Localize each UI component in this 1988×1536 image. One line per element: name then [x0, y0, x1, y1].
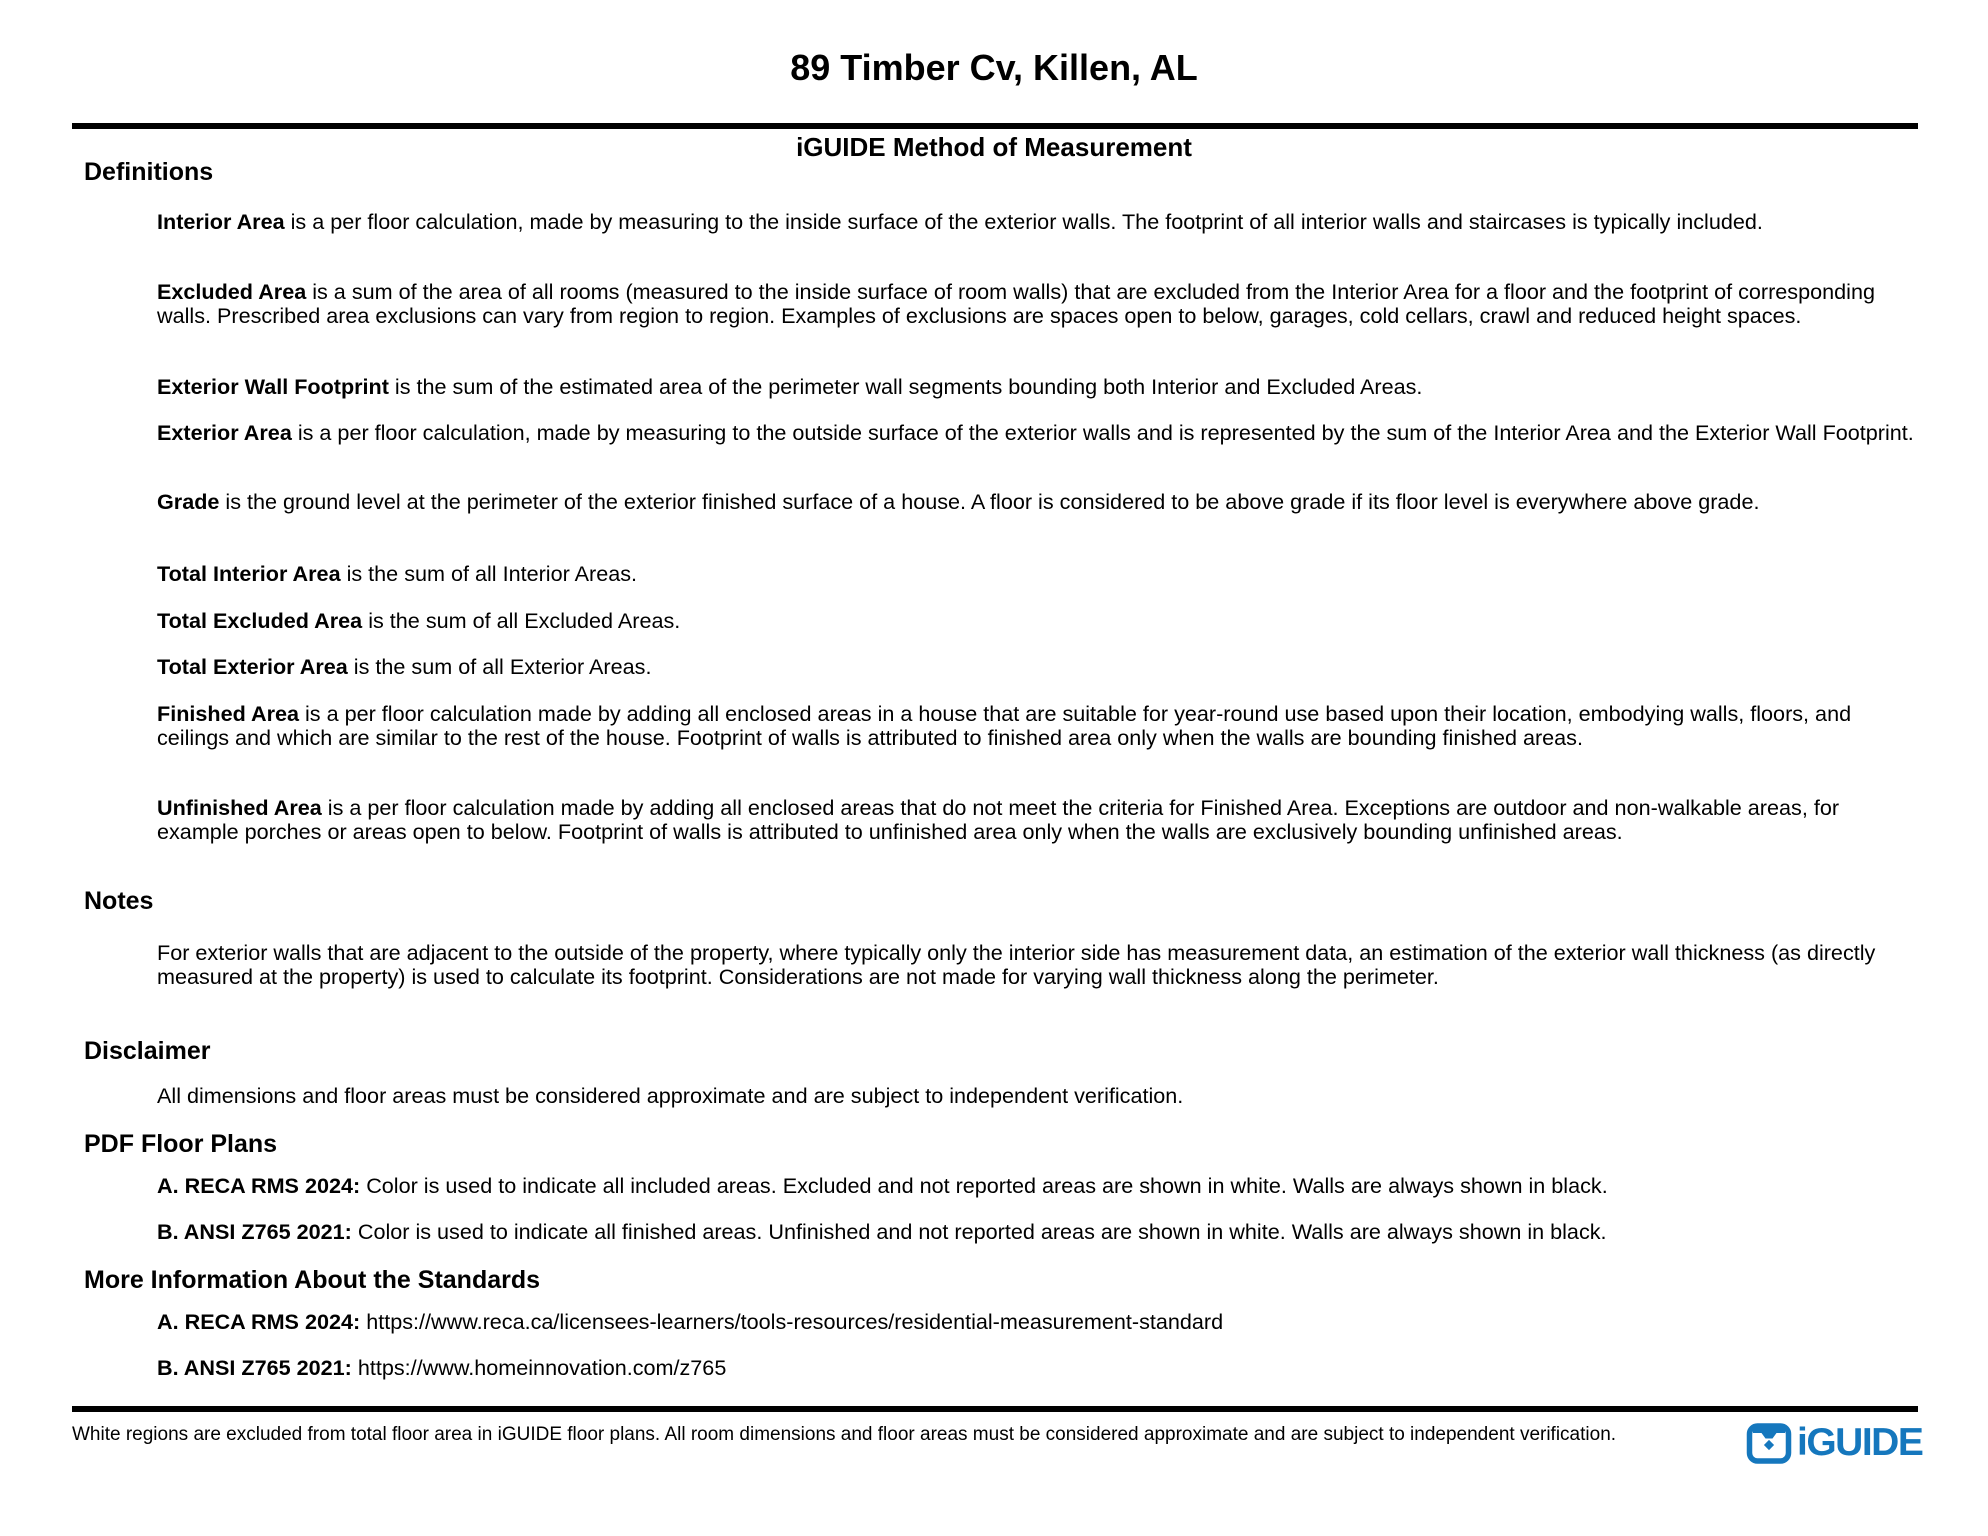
standard-url: https://www.homeinnovation.com/z765 [351, 1355, 727, 1380]
definition-total-interior-area [157, 562, 1923, 586]
iguide-camera-icon [1746, 1420, 1792, 1466]
more-info-item-ansi [157, 1356, 1923, 1380]
section-heading-notes: Notes [84, 887, 154, 915]
iguide-logo [1746, 1420, 1922, 1466]
page-title: 89 Timber Cv, Killen, AL [790, 47, 1198, 88]
section-heading-more-information: More Information About the Standards [84, 1266, 541, 1294]
definition-text: is the sum of all Excluded Areas. [362, 608, 681, 633]
pdf-floor-plans-item-ansi [157, 1220, 1923, 1244]
definition-term: Exterior Wall Footprint [157, 374, 389, 399]
pdf-floor-plans-item-reca [157, 1174, 1923, 1198]
definition-term: Interior Area [157, 209, 285, 234]
definition-text: is a per floor calculation, made by measuring to the outside surface of the exterior walls and is represented by the sum of the Interior Area and the Exterior Wall Footprint. [291, 420, 1914, 445]
definition-interior-area [157, 210, 1923, 234]
definition-exterior-wall-footprint [157, 375, 1923, 399]
definition-text: is the sum of all Exterior Areas. [347, 654, 652, 679]
definition-term: Total Excluded Area [157, 608, 363, 633]
standard-url: https://www.reca.ca/licensees-learners/tools-resources/residential-measurement-standard [360, 1309, 1224, 1334]
definition-finished-area [157, 702, 1923, 750]
definition-excluded-area [157, 280, 1923, 328]
standard-text: Color is used to indicate all included areas. Excluded and not reported areas are shown in white. Walls are always shown in black. [360, 1173, 1608, 1198]
more-info-item-reca [157, 1310, 1923, 1334]
definition-term: Total Exterior Area [157, 654, 348, 679]
notes-paragraph: For exterior walls that are adjacent to the outside of the property, where typically only the interior side has measurement data, an estimation of the exterior wall thickness (as directly measured at the property) is used to calculate its footprint. Considerations are not made for varying wall thickness along the perimeter. [157, 940, 1876, 989]
definition-text: is a per floor calculation made by adding all enclosed areas in a house that are suitable for year-round use based upon their location, embodying walls, floors, and ceilings and which are similar to the rest of the house. Footprint of walls is attributed to finished area only when the walls are bounding finished areas. [157, 701, 1852, 750]
definition-text: is the sum of the estimated area of the perimeter wall segments bounding both Interior and Excluded Areas. [388, 374, 1423, 399]
definition-term: Finished Area [157, 701, 299, 726]
definition-term: Grade [157, 489, 220, 514]
header-divider [72, 123, 1918, 129]
iguide-logo-text: iGUIDE [1797, 1421, 1923, 1464]
footer-disclaimer: White regions are excluded from total floor area in iGUIDE floor plans. All room dimensions and floor areas must be considered approximate and are subject to independent verification. [72, 1424, 1617, 1445]
definition-unfinished-area [157, 796, 1923, 844]
definition-total-exterior-area [157, 655, 1923, 679]
standard-text: Color is used to indicate all finished areas. Unfinished and not reported areas are shown in white. Walls are always shown in black. [351, 1219, 1607, 1244]
definition-total-excluded-area [157, 609, 1923, 633]
definition-term: Excluded Area [157, 279, 307, 304]
definition-exterior-area [157, 421, 1923, 445]
definition-term: Unfinished Area [157, 795, 322, 820]
definition-term: Exterior Area [157, 420, 292, 445]
section-heading-definitions: Definitions [84, 158, 214, 186]
definition-text: is the sum of all Interior Areas. [340, 561, 638, 586]
standard-label: B. ANSI Z765 2021: [157, 1219, 352, 1244]
definition-text: is a per floor calculation made by adding all enclosed areas that do not meet the criteria for Finished Area. Exceptions are outdoor and non-walkable areas, for example porches or areas open to below. Footprint of walls is attributed to unfinished area only when the walls are exclusively bounding unfinished areas. [157, 795, 1840, 844]
definition-grade [157, 490, 1923, 514]
definition-text: is a sum of the area of all rooms (measured to the inside surface of room walls) that are excluded from the Interior Area for a floor and the footprint of corresponding walls. Prescribed area exclusions can vary from region to region. Examples of exclusions are spaces open to below, garages, cold cellars, crawl and reduced height spaces. [157, 279, 1875, 328]
definition-text: is the ground level at the perimeter of the exterior finished surface of a house. A floor is considered to be above grade if its floor level is everywhere above grade. [219, 489, 1760, 514]
standard-label: A. RECA RMS 2024: [157, 1309, 361, 1334]
standard-label: B. ANSI Z765 2021: [157, 1355, 352, 1380]
standard-label: A. RECA RMS 2024: [157, 1173, 361, 1198]
disclaimer-paragraph: All dimensions and floor areas must be considered approximate and are subject to independent verification. [157, 1083, 1184, 1108]
section-heading-pdf-floor-plans: PDF Floor Plans [84, 1130, 278, 1158]
page-subtitle: iGUIDE Method of Measurement [796, 132, 1192, 162]
footer-divider [72, 1406, 1918, 1412]
definition-text: is a per floor calculation, made by measuring to the inside surface of the exterior walls. The footprint of all interior walls and staircases is typically included. [284, 209, 1763, 234]
definition-term: Total Interior Area [157, 561, 341, 586]
section-heading-disclaimer: Disclaimer [84, 1037, 211, 1065]
